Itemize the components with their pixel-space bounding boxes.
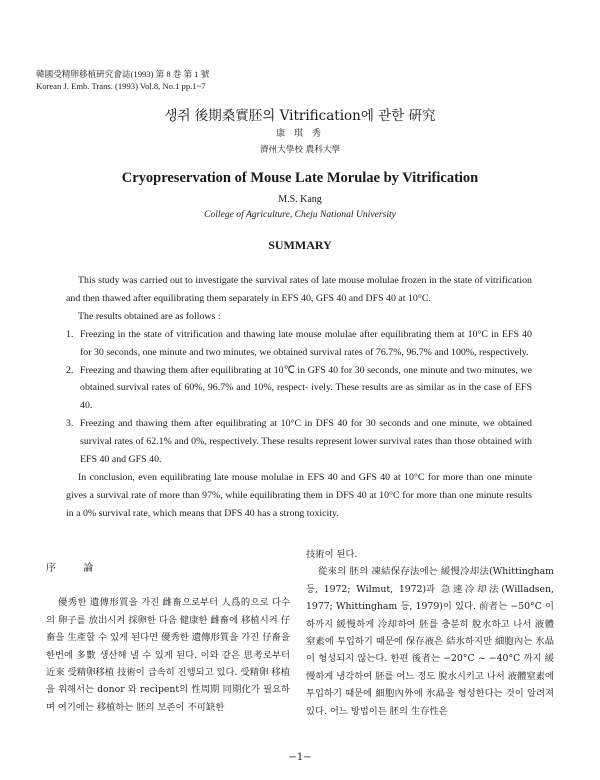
summary-item-number: 2. bbox=[66, 364, 74, 376]
page-number: −1− bbox=[288, 752, 312, 763]
body-column-right bbox=[306, 546, 554, 720]
author-english: M.S. Kang bbox=[278, 194, 322, 205]
journal-name-english: Korean J. Emb. Trans. (1993) Vol.8, No.1 pp.1~7 bbox=[36, 80, 206, 91]
body-column-left bbox=[46, 560, 290, 716]
summary-conclusion: In conclusion, even equilibrating late mouse molulae in EFS 40 and GFS 40 at 10°C for more than one minute gives a survival rate of more than 97%, while equilibrating them in DFS 40 at 10°C for more than one minute results in a 0% survival rate, which means that DFS 40 has a strong toxicity. bbox=[66, 471, 532, 519]
summary-heading: SUMMARY bbox=[268, 238, 332, 252]
affiliation-korean: 濟州大學校 農科大學 bbox=[259, 145, 341, 155]
intro-paragraph: 優秀한 遺傳形質을 가진 雌畜으로부터 人爲的으로 다수의 卵子를 放出시켜 採卵한 다음 健康한 雌畜에 移植시켜 仔畜을 生產할 수 있게 된다면 優秀한 遺傳形質을 가진 仔畜을 한번에 多數 생산해 낼 수 있게 된다. 이와 같은 思考로부터 近來 受精卵移植 技術이 급속히 진행되고 있다. 受精卵 移植을 위해서는 donor 와 recipent의 性周期 同期化가 필요하며 여기에는 移植하는 胚의 보존이 不可缺한 bbox=[46, 597, 290, 713]
title-english: Cryopreservation of Mouse Late Morulae by Vitrification bbox=[121, 170, 479, 186]
summary-item-text: Freezing in the state of vitrification and thawing late mouse molulae after equilibrating them at 10°C in EFS 40 for 30 seconds, one minute and two minutes, we obtained survival rates of 76.7%, 96.7% and 100%, respectively. bbox=[80, 328, 532, 358]
summary-item bbox=[66, 362, 532, 416]
intro-continuation: 技術이 된다. bbox=[306, 549, 358, 560]
section-heading-introduction: 序 論 bbox=[46, 563, 106, 574]
author-korean: 康 琪 秀 bbox=[276, 129, 324, 139]
summary-item-number: 1. bbox=[66, 328, 74, 340]
summary-item-number: 3. bbox=[66, 418, 74, 430]
summary-body bbox=[66, 272, 532, 523]
journal-name-korean: 韓國受精卵移植硏究會誌(1993) 第 8 巻 第 1 號 bbox=[36, 69, 210, 79]
affiliation-english: College of Agriculture, Cheju National University bbox=[204, 209, 396, 220]
summary-item bbox=[66, 326, 532, 362]
summary-item-text: Freezing and thawing them after equilibrating at 10°C in DFS 40 for 30 seconds and one minute, we obtained survival rates of 62.1% and 0%, respectively. These results represent lower survival rates than those obtained with EFS 40 and GFS 40. bbox=[80, 418, 532, 466]
summary-intro: This study was carried out to investigate the survival rates of late mouse molulae frozen in the state of vitrification and then thawed after equilibrating them separately in EFS 40, GFS 40 and DFS 40 at 10°C. bbox=[66, 275, 532, 304]
intro-paragraph: 從來의 胚의 凍結保存法에는 緩慢冷却法(Whittingham 등, 1972; Wilmut, 1972)과 急速冷却法(Willadsen, 1977; Whittingham 등, 1979)이 있다. 前者는 −50°C 이하까지 緩慢하게 冷却하여 胚를 충분히 脫水하고 나서 液體窒素에 투입하기 때문에 保存液은 結氷하지만 細胞內는 氷晶이 형성되지 않는다. 한편 後者는 −20°C ~ −40°C 까지 緩慢하게 냉각하여 胚를 어느 정도 脫水시키고 나서 液體窒素에 투입하기 때문에 細胞內外에 氷晶을 형성한다는 것이 알려져 있다. 어느 방법이든 胚의 生存性은 bbox=[306, 566, 554, 717]
title-korean: 생쥐 後期桑實胚의 Vitrification에 관한 硏究 bbox=[164, 108, 436, 124]
summary-item bbox=[66, 415, 532, 469]
summary-item-text: Freezing and thawing them after equilibrating at 10℃ in GFS 40 for 30 seconds, one minute and two minutes, we obtained survival rates of 60%, 96.7% and 10%, respect- ively. These results are as similar as in the case of EFS 40. bbox=[80, 364, 532, 412]
summary-results-lead: The results obtained are as follows : bbox=[78, 310, 221, 322]
journal-citation bbox=[36, 69, 209, 92]
